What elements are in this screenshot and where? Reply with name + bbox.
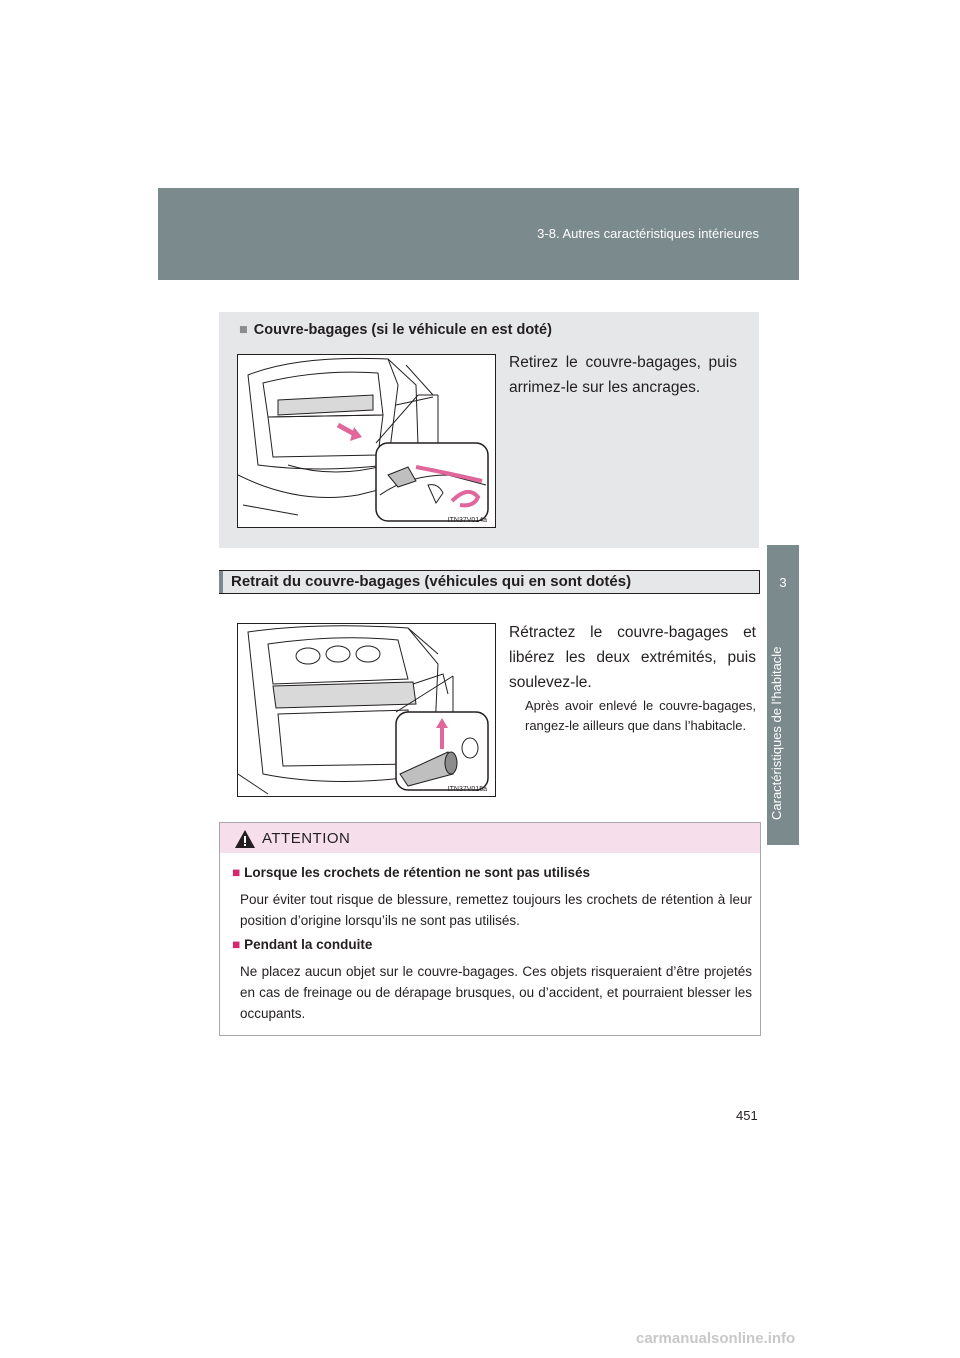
warning-box (219, 822, 761, 1036)
chapter-label: Caractéristiques de l’habitacle (769, 646, 784, 820)
watermark: carmanualsonline.info (636, 1330, 796, 1347)
warning-header (220, 823, 760, 853)
square-bullet-icon: ■ (239, 322, 248, 338)
cover-removal-illustration (237, 623, 496, 797)
cargo-cover-storage-image (238, 355, 495, 527)
image-code: ITN37V015a (447, 786, 487, 793)
warning-item-heading: ■ Pendant la conduite (232, 937, 373, 952)
section-heading-bar (219, 570, 760, 594)
cover-storage-box (219, 312, 759, 548)
warning-item-text: Ne placez aucun objet sur le couvre-bagages. Ces objets risqueraient d’être projetés en cas de freinage ou de dérapage brusques, ou d’accident, et pourraient blesser les occupants. (240, 964, 752, 1021)
cover-storage-illustration (237, 354, 496, 528)
page-number: 451 (736, 1108, 758, 1123)
square-bullet-icon: ■ (232, 937, 241, 952)
warning-title: ATTENTION (262, 830, 351, 847)
warning-item-text: Pour éviter tout risque de blessure, remettez toujours les crochets de rétention à leur position d’origine lorsqu’ils ne sont pas utilisés. (240, 892, 752, 928)
warning-triangle-icon (234, 829, 256, 849)
cargo-cover-removal-image (238, 624, 495, 796)
header-band (158, 188, 799, 280)
cover-storage-text: Retirez le couvre-bagages, puis arrimez-le sur les ancrages. (509, 354, 737, 396)
removal-note: Après avoir enlevé le couvre-bagages, rangez-le ailleurs que dans l’habitacle. (525, 698, 756, 733)
image-code: ITN37V014a (447, 517, 487, 524)
warning-item-heading: ■ Lorsque les crochets de rétention ne sont pas utilisés (232, 865, 590, 880)
cover-storage-heading: ■ Couvre-bagages (si le véhicule en est doté) (239, 322, 552, 338)
section-title: 3-8. Autres caractéristiques intérieures (537, 226, 759, 241)
removal-text: Rétractez le couvre-bagages et libérez les deux extrémités, puis soulevez-le. (509, 624, 756, 691)
square-bullet-icon: ■ (232, 865, 241, 880)
chapter-number: 3 (779, 575, 787, 590)
section-heading: Retrait du couvre-bagages (véhicules qui en sont dotés) (231, 573, 632, 590)
